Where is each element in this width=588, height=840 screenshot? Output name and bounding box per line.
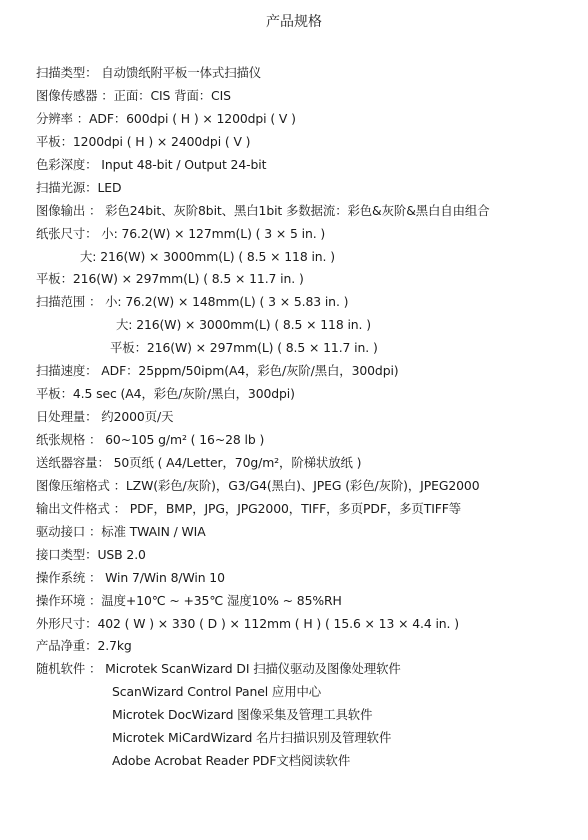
spec-scan-area-small: 扫描范围 ： 小: 76.2(W) × 148mm(L) ( 3 × 5.83 in. ) <box>36 294 349 310</box>
spec-scan-speed-adf: 扫描速度： ADF：25ppm/50ipm(A4，彩色/灰阶/黑白，300dpi) <box>36 363 399 379</box>
spec-daily-duty: 日处理量： 约2000页/天 <box>36 409 174 425</box>
spec-software-control-panel: ScanWizard Control Panel 应用中心 <box>112 684 322 700</box>
spec-driver-interface: 驱动接口 ：标准 TWAIN / WIA <box>36 523 206 539</box>
spec-output-format: 输出文件格式 ： PDF，BMP，JPG，JPG2000，TIFF，多页PDF，多页TIFF等 <box>36 500 462 516</box>
spec-resolution-flatbed: 平板：1200dpi ( H ) × 2400dpi ( V ) <box>36 133 251 149</box>
spec-color-depth: 色彩深度： Input 48-bit / Output 24-bit <box>36 156 267 172</box>
spec-software-docwizard: Microtek DocWizard 图像采集及管理工具软件 <box>112 707 373 723</box>
spec-resolution-adf: 分辨率 ：ADF：600dpi ( H ) × 1200dpi ( V ) <box>36 110 296 126</box>
spec-interface-type: 接口类型：USB 2.0 <box>36 546 146 562</box>
spec-paper-size-small: 纸张尺寸： 小: 76.2(W) × 127mm(L) ( 3 × 5 in. ) <box>36 225 326 241</box>
spec-bundled-software: 随机软件 ： Microtek ScanWizard DI 扫描仪驱动及图像处理软件 <box>36 661 401 677</box>
spec-operating-system: 操作系统 ： Win 7/Win 8/Win 10 <box>36 569 225 585</box>
spec-list <box>36 62 584 773</box>
spec-paper-size-large: 大: 216(W) × 3000mm(L) ( 8.5 × 118 in. ) <box>80 248 335 264</box>
spec-light-source: 扫描光源：LED <box>36 179 122 195</box>
spec-image-sensor: 图像传感器 ：正面：CIS 背面：CIS <box>36 87 231 103</box>
spec-feeder-capacity: 送纸器容量： 50页纸 ( A4/Letter，70g/m²，阶梯状放纸 ) <box>36 454 362 470</box>
spec-net-weight: 产品净重：2.7kg <box>36 638 132 654</box>
spec-paper-weight: 纸张规格 ： 60~105 g/m² ( 16~28 lb ) <box>36 432 265 447</box>
spec-scan-area-large: 大: 216(W) × 3000mm(L) ( 8.5 × 118 in. ) <box>116 317 371 333</box>
spec-software-acrobat: Adobe Acrobat Reader PDF文档阅读软件 <box>112 753 351 769</box>
spec-scan-area-flatbed: 平板：216(W) × 297mm(L) ( 8.5 × 11.7 in. ) <box>110 340 378 356</box>
spec-software-micardwizard: Microtek MiCardWizard 名片扫描识别及管理软件 <box>112 730 392 746</box>
spec-image-output: 图像输出 ： 彩色24bit、灰阶8bit、黑白1bit 多数据流：彩色&灰阶&黑白自由组合 <box>36 202 490 218</box>
spec-dimensions: 外形尺寸：402 ( W ) × 330 ( D ) × 112mm ( H ) ( 15.6 × 13 × 4.4 in. ) <box>36 615 459 631</box>
spec-paper-size-flatbed: 平板：216(W) × 297mm(L) ( 8.5 × 11.7 in. ) <box>36 271 304 287</box>
spec-compression: 图像压缩格式 ：LZW(彩色/灰阶)，G3/G4(黑白)、JPEG (彩色/灰阶)，JPEG2000 <box>36 477 480 493</box>
spec-scan-speed-flatbed: 平板：4.5 sec (A4，彩色/灰阶/黑白，300dpi) <box>36 386 295 402</box>
spec-environment: 操作环境 ：温度+10℃ ~ +35℃ 湿度10% ~ 85%RH <box>36 592 342 608</box>
spec-scan-type: 扫描类型： 自动馈纸附平板一体式扫描仪 <box>36 65 262 80</box>
page-title: 产品规格 <box>266 14 322 30</box>
